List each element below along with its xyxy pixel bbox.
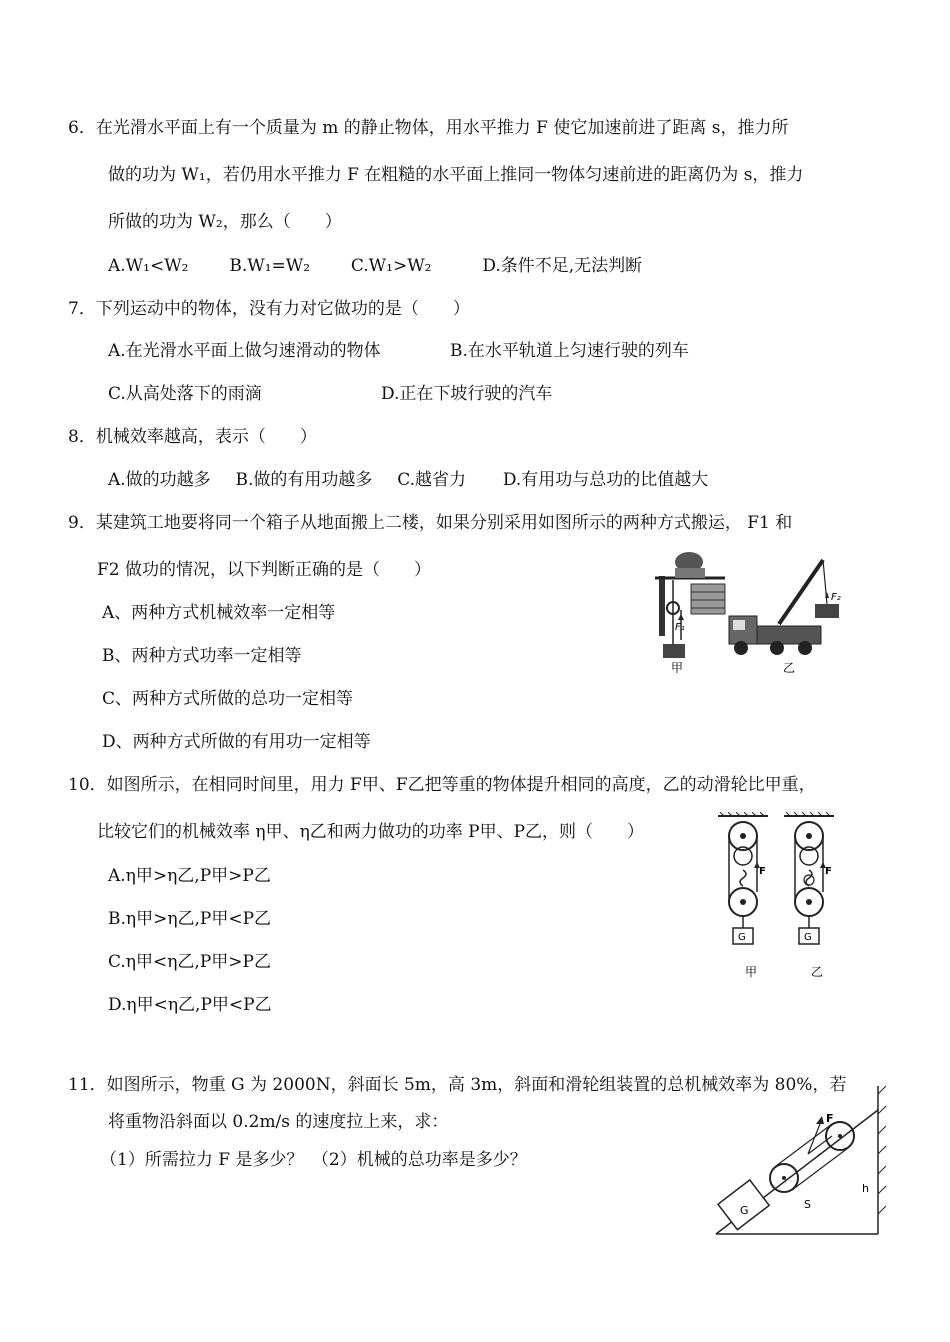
q9-wheel-2	[770, 641, 784, 655]
q9-number: 9．	[68, 513, 96, 533]
q7-line1	[68, 297, 470, 321]
q10-option-b: B.η甲>η乙,P甲<P乙	[108, 909, 272, 929]
q7-number: 7．	[68, 299, 96, 319]
q9-truck-bed	[757, 626, 821, 644]
q10-figure	[712, 812, 852, 984]
q8-option-d: D.有用功与总功的比值越大	[502, 470, 709, 490]
q9-bricks	[691, 584, 725, 614]
q8-line1	[68, 425, 317, 449]
q8-option-b: B.做的有用功越多	[235, 470, 373, 490]
q9-stem-1: 某建筑工地要将同一个箱子从地面搬上二楼，如果分别采用如图所示的两种方式搬运， F1 和	[95, 513, 793, 533]
q10-force-label-left: F	[759, 866, 766, 877]
q10-number: 10．	[68, 775, 107, 795]
q9-force-arrow-1	[678, 614, 684, 620]
q8-number: 8．	[68, 427, 96, 447]
q9-option-d: D、两种方式所做的有用功一定相等	[102, 732, 371, 752]
q10-label-left: 甲	[745, 965, 758, 979]
q6-stem-1: 在光滑水平面上有一个质量为 m 的静止物体，用水平推力 F 使它加速前进了距离 s，推力所	[95, 118, 789, 138]
q10-line1	[68, 773, 816, 797]
q10-weight-label-left: G	[738, 932, 746, 943]
q8-option-a: A.做的功越多	[108, 470, 211, 490]
q10-force-label-right: F	[825, 866, 832, 877]
q6-option-b: B.W₁=W₂	[229, 256, 311, 276]
q9-figure	[645, 548, 855, 678]
q9-line2: F2 做功的情况，以下判断正确的是（ ）	[97, 560, 432, 580]
q7-option-d: D.正在下坡行驶的汽车	[381, 384, 553, 404]
q6-option-a: A.W₁<W₂	[108, 256, 189, 276]
q11-line3: （1）所需拉力 F 是多少？ （2）机械的总功率是多少？	[100, 1150, 527, 1170]
q11-force-arrow	[816, 1116, 824, 1124]
q9-option-c: C、两种方式所做的总功一定相等	[102, 689, 354, 709]
q8-stem: 机械效率越高，表示（ ）	[95, 427, 317, 447]
q6-line1	[68, 116, 789, 140]
q10-line2: 比较它们的机械效率 η甲、η乙和两力做功的功率 P甲、P乙，则（ ）	[97, 822, 645, 842]
q6-option-d: D.条件不足,无法判断	[482, 256, 643, 276]
q7-option-c: C.从高处落下的雨滴	[108, 384, 262, 404]
q9-option-b: B、两种方式功率一定相等	[102, 646, 302, 666]
q6-options	[108, 254, 642, 278]
q9-force1-label: F₁	[675, 622, 685, 633]
q9-force2-label: F₂	[831, 592, 841, 603]
q11-figure	[712, 1080, 892, 1242]
q11-force-label: F	[826, 1112, 834, 1125]
q10-option-d: D.η甲<η乙,P甲<P乙	[108, 995, 272, 1015]
q9-label-right: 乙	[783, 661, 796, 675]
q6-line2: 做的功为 W₁，若仍用水平推力 F 在粗糙的水平面上推同一物体匀速前进的距离仍为 s，推力	[108, 165, 804, 185]
q9-frame-post	[659, 576, 665, 636]
q6-number: 6．	[68, 118, 96, 138]
q10-stem-1: 如图所示，在相同时间里，用力 F甲、F乙把等重的物体提升相同的高度，乙的动滑轮比甲重，	[106, 775, 816, 795]
q9-wheel-3	[798, 641, 812, 655]
q9-box-left	[663, 644, 685, 658]
q10-weight-label-right: G	[804, 932, 812, 943]
q11-line2: 将重物沿斜面以 0.2m/s 的速度拉上来，求：	[108, 1112, 449, 1132]
q7-option-a: A.在光滑水平面上做匀速滑动的物体	[108, 341, 381, 361]
q11-stem-1: 如图所示，物重 G 为 2000N，斜面长 5m，高 3m，斜面和滑轮组装置的总机械效率为 80%，若	[106, 1075, 847, 1095]
q9-box-right	[815, 604, 839, 618]
q8-option-c: C.越省力	[397, 470, 467, 490]
q9-person-body	[675, 568, 705, 578]
q9-option-a: A、两种方式机械效率一定相等	[102, 603, 336, 623]
q6-option-c: C.W₁>W₂	[350, 256, 432, 276]
q10-option-c: C.η甲<η乙,P甲>P乙	[108, 952, 271, 972]
q10-label-right: 乙	[811, 965, 824, 979]
q9-line1	[68, 511, 792, 535]
q11-weight-label: G	[740, 1204, 749, 1217]
q10-option-a: A.η甲>η乙,P甲>P乙	[108, 866, 271, 886]
q8-options	[108, 468, 708, 492]
q7-option-b: B.在水平轨道上匀速行驶的列车	[450, 341, 689, 361]
q11-height-label: h	[862, 1182, 869, 1195]
q11-length-label: S	[804, 1198, 811, 1211]
q6-line3: 所做的功为 W₂，那么（ ）	[108, 212, 342, 232]
q9-truck-window	[733, 620, 745, 630]
q7-stem: 下列运动中的物体，没有力对它做功的是（ ）	[95, 299, 470, 319]
q9-wheel-1	[734, 641, 748, 655]
q9-label-left: 甲	[671, 661, 684, 675]
q11-number: 11．	[68, 1075, 107, 1095]
